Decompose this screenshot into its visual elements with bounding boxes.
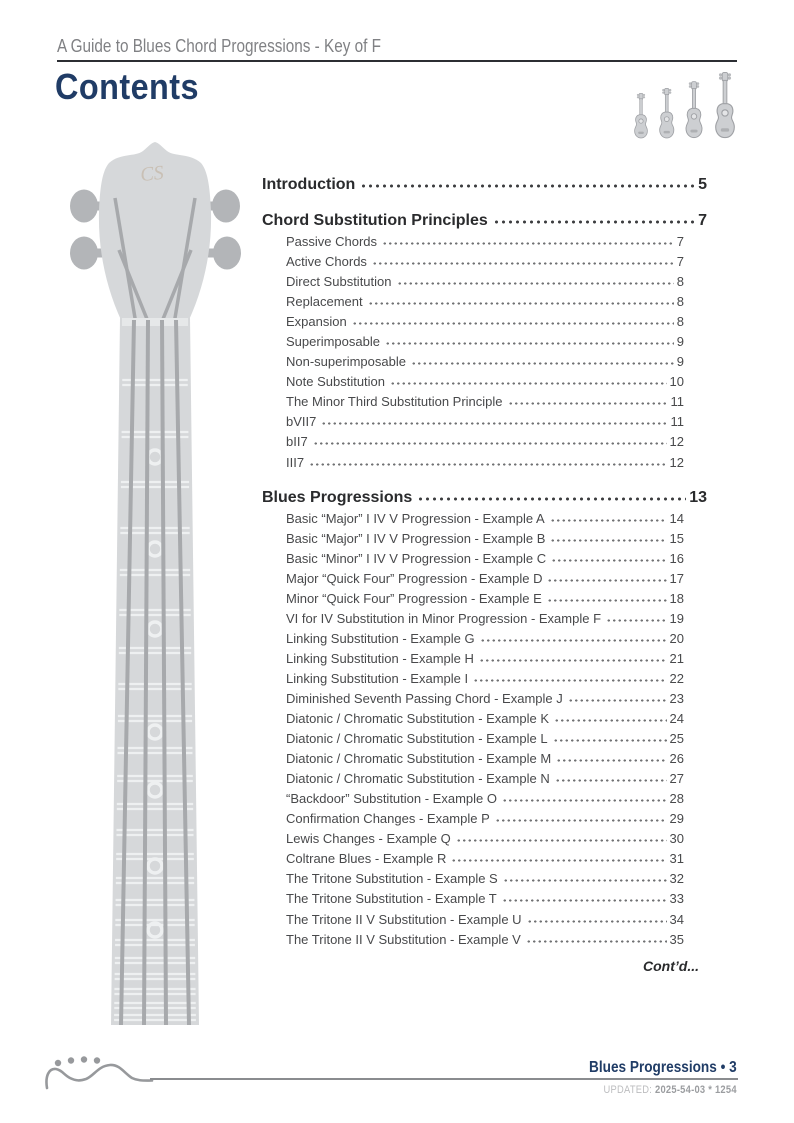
toc-entry[interactable]: [262, 611, 707, 631]
toc-entry-label: Note Substitution: [286, 374, 386, 390]
toc-entry-page: 14: [669, 510, 684, 526]
dot-leader: [502, 798, 667, 803]
toc-entry-page: 21: [669, 650, 684, 666]
toc-entry[interactable]: [262, 294, 707, 314]
toc-entry-label: bII7: [286, 434, 308, 450]
toc-entry[interactable]: [262, 374, 707, 394]
toc-section[interactable]: [262, 489, 707, 511]
toc-entry-page: 20: [669, 630, 684, 646]
toc-entry[interactable]: [262, 334, 707, 354]
toc-section-label: Chord Substitution Principles: [262, 212, 488, 229]
toc-entry-page: 15: [669, 530, 684, 546]
toc-entry-label: The Tritone Substitution - Example S: [286, 871, 498, 887]
headstock-logo: CS: [139, 161, 165, 187]
dot-leader: [547, 578, 666, 583]
toc-entry[interactable]: [262, 731, 707, 751]
toc-entry[interactable]: [262, 932, 707, 952]
toc-entry-label: The Tritone Substitution - Example T: [286, 891, 497, 907]
toc-entry[interactable]: [262, 511, 707, 531]
toc-entry-page: 9: [676, 334, 684, 350]
document-header-text: A Guide to Blues Chord Progressions - Key of F: [57, 36, 382, 56]
footer-page-number: 3: [729, 1059, 737, 1076]
toc-entry-label: Diatonic / Chromatic Substitution - Example M: [286, 751, 552, 767]
toc-entry-page: 11: [670, 414, 684, 430]
dot-leader: [479, 658, 667, 663]
toc-entry-page: 28: [669, 791, 684, 807]
toc-entry[interactable]: [262, 651, 707, 671]
toc-entry-page: 9: [676, 354, 684, 370]
toc-entry-label: Confirmation Changes - Example P: [286, 811, 490, 827]
toc-entry[interactable]: [262, 711, 707, 731]
dot-leader: [352, 321, 674, 326]
toc-entry[interactable]: [262, 771, 707, 791]
toc-entry[interactable]: [262, 551, 707, 571]
toc-entry[interactable]: [262, 414, 707, 434]
toc-entry[interactable]: [262, 851, 707, 871]
toc-entry-label: Diatonic / Chromatic Substitution - Example K: [286, 711, 549, 727]
toc-entry-label: Superimposable: [286, 334, 380, 350]
toc-entry-page: 10: [669, 374, 684, 390]
toc-entry[interactable]: [262, 891, 707, 911]
toc-entry-page: 16: [669, 550, 684, 566]
toc-entry-label: Linking Substitution - Example I: [286, 670, 469, 686]
toc-section-page: 5: [698, 176, 707, 193]
dot-leader: [456, 838, 667, 843]
dot-leader: [451, 858, 666, 863]
toc-entry[interactable]: [262, 691, 707, 711]
dot-leader: [502, 898, 667, 903]
toc-entry[interactable]: [262, 811, 707, 831]
toc-entry-label: Major “Quick Four” Progression - Example D: [286, 570, 543, 586]
toc-entry-page: 8: [676, 274, 684, 290]
dot-leader: [372, 261, 674, 266]
toc-entry[interactable]: [262, 871, 707, 891]
dot-leader: [385, 341, 674, 346]
toc-entry-page: 12: [669, 434, 684, 450]
toc-entry[interactable]: [262, 591, 707, 611]
toc-section-label: Introduction: [262, 176, 356, 193]
toc-entry-label: Minor “Quick Four” Progression - Example E: [286, 590, 542, 606]
dot-leader: [309, 462, 666, 467]
table-of-contents: [262, 176, 707, 974]
dot-leader: [503, 878, 667, 883]
toc-entry-label: Passive Chords: [286, 234, 378, 249]
toc-entry-label: The Minor Third Substitution Principle: [286, 394, 503, 410]
dot-leader: [480, 638, 667, 643]
updated-label: UPDATED:: [603, 1084, 653, 1096]
toc-entry-page: 25: [669, 731, 684, 747]
continued-note: Cont’d...: [643, 957, 699, 974]
dot-leader: [417, 496, 686, 502]
toc-entry[interactable]: [262, 671, 707, 691]
toc-entry-label: Basic “Minor” I IV V Progression - Example C: [286, 550, 547, 566]
toc-section-page: 13: [689, 488, 707, 506]
dot-leader: [526, 939, 667, 944]
toc-entry-label: Lewis Changes - Example Q: [286, 831, 451, 847]
toc-entry-label: Expansion: [286, 314, 347, 330]
toc-entry-label: Coltrane Blues - Example R: [286, 851, 447, 867]
footer-section-label: Blues Progressions: [589, 1059, 718, 1076]
toc-entry[interactable]: [262, 571, 707, 591]
toc-entry[interactable]: [262, 912, 707, 932]
toc-entry-page: 8: [676, 314, 684, 330]
toc-entry[interactable]: [262, 234, 707, 254]
toc-entry-label: bVII7: [286, 414, 317, 430]
toc-section-page: 7: [698, 212, 707, 229]
toc-entry-page: 19: [669, 610, 684, 626]
dot-leader: [508, 401, 668, 406]
dot-leader: [493, 219, 695, 225]
toc-entry-page: 7: [676, 254, 684, 270]
toc-entry-page: 33: [669, 891, 684, 907]
toc-entry-page: 35: [669, 931, 684, 947]
dot-leader: [527, 919, 667, 924]
toc-entry-page: 34: [669, 911, 684, 927]
toc-entry[interactable]: [262, 455, 707, 475]
toc-entry[interactable]: [262, 394, 707, 414]
dot-leader: [397, 281, 674, 286]
toc-entry-label: “Backdoor” Substitution - Example O: [286, 791, 497, 807]
dot-leader: [551, 558, 666, 563]
toc-entry[interactable]: [262, 791, 707, 811]
toc-entry-label: Active Chords: [286, 254, 367, 270]
toc-entry-label: Linking Substitution - Example G: [286, 630, 475, 646]
toc-entry-label: Diatonic / Chromatic Substitution - Example N: [286, 771, 550, 787]
toc-entry-label: Basic “Major” I IV V Progression - Example A: [286, 510, 545, 526]
toc-entry-label: Replacement: [286, 294, 363, 310]
dot-leader: [556, 758, 666, 763]
dot-leader: [321, 421, 667, 426]
dot-leader: [360, 183, 695, 189]
toc-entry-page: 7: [676, 234, 684, 249]
toc-section-label: Blues Progressions: [262, 488, 413, 506]
toc-entry[interactable]: [262, 274, 707, 294]
toc-entry-label: Basic “Major” I IV V Progression - Example B: [286, 530, 546, 546]
dot-leader: [495, 818, 667, 823]
footer-right: [563, 1059, 737, 1096]
dot-leader: [390, 381, 667, 386]
toc-entry-page: 12: [669, 454, 684, 470]
dot-leader: [313, 441, 667, 446]
toc-entry-page: 8: [676, 294, 684, 310]
toc-list: [262, 176, 707, 952]
toc-entry-page: 23: [669, 690, 684, 706]
guitar-body-icon: [40, 1044, 160, 1092]
toc-entry-page: 31: [669, 851, 684, 867]
footer-section-page: [563, 1059, 737, 1077]
footer-updated: [563, 1084, 737, 1096]
toc-section[interactable]: [262, 176, 707, 198]
toc-entry[interactable]: [262, 354, 707, 374]
toc-entry-page: 22: [669, 670, 684, 686]
toc-entry[interactable]: [262, 434, 707, 454]
dot-leader: [368, 301, 674, 306]
toc-entry-label: The Tritone II V Substitution - Example U: [286, 911, 522, 927]
toc-entry-label: Diminished Seventh Passing Chord - Example J: [286, 690, 563, 706]
toc-entry-label: The Tritone II V Substitution - Example V: [286, 931, 521, 947]
toc-entry-label: VI for IV Substitution in Minor Progression - Example F: [286, 610, 602, 626]
toc-entry[interactable]: [262, 314, 707, 334]
dot-leader: [473, 678, 666, 683]
dot-leader: [568, 698, 667, 703]
updated-value: 2025-54-03 * 1254: [655, 1084, 737, 1096]
toc-entry-page: 18: [669, 590, 684, 606]
toc-entry-label: Direct Substitution: [286, 274, 392, 290]
toc-entry[interactable]: [262, 831, 707, 851]
toc-entry-page: 17: [669, 570, 684, 586]
page-title: Contents: [55, 66, 199, 107]
toc-entry-page: 11: [670, 394, 684, 410]
dot-leader: [550, 538, 666, 543]
footer-separator: •: [720, 1059, 726, 1076]
dot-leader: [606, 618, 667, 623]
toc-section[interactable]: [262, 212, 707, 234]
toc-entry-label: Diatonic / Chromatic Substitution - Example L: [286, 731, 548, 747]
toc-entry[interactable]: [262, 631, 707, 651]
dot-leader: [550, 518, 667, 523]
dot-leader: [554, 718, 667, 723]
toc-entry[interactable]: [262, 254, 707, 274]
toc-entry-page: 29: [669, 811, 684, 827]
toc-entry-page: 32: [669, 871, 684, 887]
toc-entry-page: 27: [669, 771, 684, 787]
toc-entry-label: Non-superimposable: [286, 354, 406, 370]
toc-entry[interactable]: [262, 751, 707, 771]
toc-entry-label: Linking Substitution - Example H: [286, 650, 474, 666]
toc-entry-page: 26: [669, 751, 684, 767]
toc-entry-page: 30: [669, 831, 684, 847]
dot-leader: [547, 598, 667, 603]
dot-leader: [553, 738, 667, 743]
dot-leader: [411, 361, 674, 366]
dot-leader: [382, 241, 674, 246]
dot-leader: [555, 778, 667, 783]
toc-entry-label: III7: [286, 454, 305, 470]
toc-entry[interactable]: [262, 531, 707, 551]
nut-shape: [122, 318, 188, 326]
toc-entry-page: 24: [669, 711, 684, 727]
